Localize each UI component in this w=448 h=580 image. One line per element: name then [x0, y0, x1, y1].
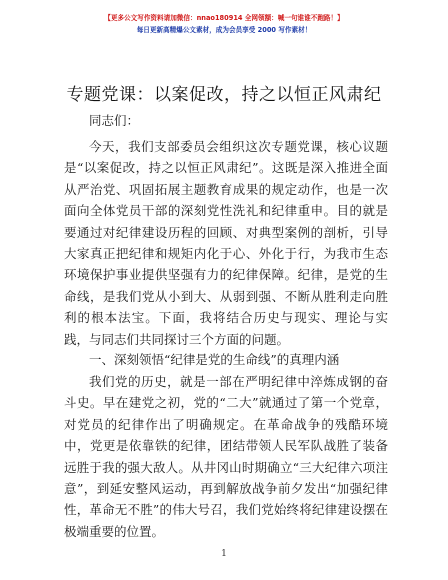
paragraph-intro: 今天，我们支部委员会组织这次专题党课，核心议题是“以案促改，持之以恒正风肃纪”。这既是深入推进全面从严治党、巩固拓展主题教育成果的规定动作，也是一次面向全体党员干部的深刻党性洗礼和纪律重申。目的就是要通过对纪律建设历程的回顾、对典型案例的剖析，引导大家真正把纪律和规矩内化于心、外化于行，为我市生态环境保护事业提供坚强有力的纪律保障。纪律，是党的生命线，是我们党从小到大、从弱到强、不断从胜利走向胜利的根本法宝。下面，我将结合历史与现实、理论与实践，与同志们共同探讨三个方面的问题。 — [64, 139, 388, 347]
promo-banner-line-2: 每日更新高精爆公文素材，成为会员享受 2000 写作素材！ — [136, 26, 312, 34]
promo-banner-line-1: 【更多公文写作资料请加微信：nnao180914 全网领额：喊一句谁谁不跑路！】 — [104, 14, 344, 22]
page-number: 1 — [221, 549, 227, 559]
section-heading-1: 一、深刻领悟“纪律是党的生命线”的真理内涵 — [89, 352, 340, 367]
paragraph-history: 我们党的历史，就是一部在严明纪律中淬炼成钢的奋斗史。早在建党之初，党的“二大”就通过了第一个党章，对党员的纪律作出了明确规定。在革命战争的残酷环境中，党更是依靠铁的纪律，团结带领人民军队战胜了装备远胜于我的强大敌人。从井冈山时期确立“三大纪律六项注意”，到延安整风运动，再到解放战争前夕发出“加强纪律性，革命无不胜”的伟大号召，我们党始终将纪律建设摆在极端重要的位置。 — [64, 374, 388, 539]
salutation: 同志们： — [89, 113, 140, 128]
document-title: 专题党课：以案促改，持之以恒正风肃纪 — [66, 85, 382, 105]
